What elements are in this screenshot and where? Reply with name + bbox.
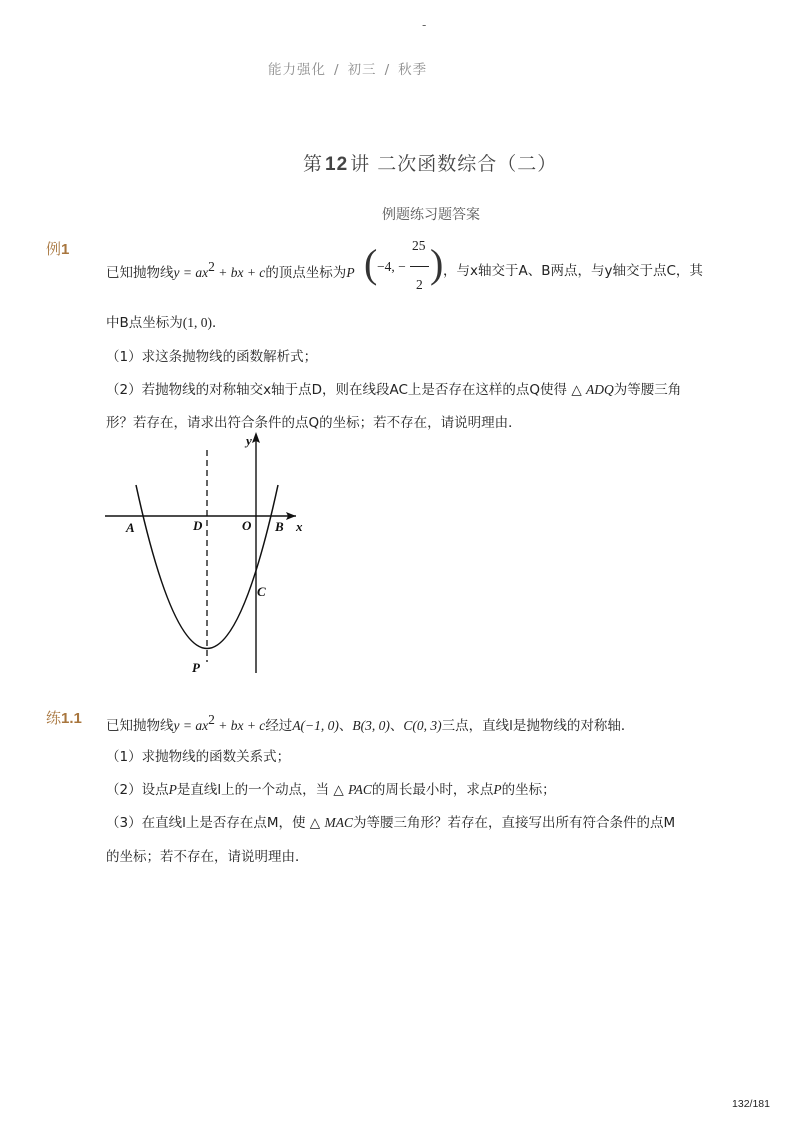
text: 三点，直线l是抛物线的对称轴． [441, 718, 635, 734]
text: （2）设点 [106, 782, 169, 798]
label-x: x [296, 519, 303, 534]
example-label [46, 238, 69, 259]
math: y = ax [173, 718, 209, 733]
label-num: 1 [61, 241, 70, 258]
section-subtitle: 例题练习题答案 [382, 207, 480, 223]
ex2-question-1: （1）求抛物线的函数关系式； [106, 749, 291, 765]
math: A(−1, 0) [292, 718, 339, 733]
ex1-line1-end: ，与x轴交于A、B两点，与y轴交于点C，其 [443, 263, 703, 279]
math: ADQ [586, 382, 614, 397]
math: B(3, 0) [352, 718, 390, 733]
math: y = ax [173, 265, 209, 280]
parabola-graph [100, 430, 320, 680]
label-num: 1.1 [61, 710, 82, 727]
paren-left: ( [364, 241, 378, 286]
text: 中B点坐标为 [106, 315, 183, 331]
text: 经过 [265, 718, 293, 734]
header-course: 能力强化 [268, 62, 326, 78]
paren-right: ) [430, 241, 444, 286]
exercise-label [46, 707, 82, 728]
text: 为等腰三角 [613, 382, 682, 398]
text: （2）若抛物线的对称轴交x轴于点D，则在线段AC上是否存在这样的点Q使得 △ [106, 382, 586, 398]
lecture-title [303, 149, 557, 176]
text: 已知抛物线 [106, 718, 174, 734]
page-header [268, 58, 427, 78]
math: + bx + c [214, 265, 266, 280]
math: P [168, 782, 177, 797]
fraction-numerator: 25 [412, 238, 426, 253]
text: 已知抛物线 [106, 265, 174, 281]
ex1-question-2-cont: 形？若存在，请求出符合条件的点Q的坐标；若不存在，请说明理由． [106, 415, 522, 431]
math-exponent: 2 [208, 712, 215, 727]
ex1-line2 [106, 311, 226, 331]
header-sep: / [334, 62, 340, 78]
text: 的坐标； [501, 782, 556, 798]
title-num: 12 [325, 154, 349, 175]
title-post: 讲 二次函数综合（二） [350, 153, 558, 175]
text: 的顶点坐标为 [265, 265, 347, 281]
vertex-x: −4, − [377, 259, 406, 274]
math: P [493, 782, 502, 797]
header-sep: / [384, 62, 391, 78]
text: 是直线l上的一个动点，当 △ [176, 782, 349, 798]
ex2-question-3 [106, 811, 675, 831]
math: PAC [348, 782, 372, 797]
math: (1, 0) [182, 315, 213, 330]
math: C(0, 3) [403, 718, 442, 733]
ex1-question-2 [106, 378, 681, 398]
label-A: A [126, 520, 135, 535]
label-P: P [192, 660, 200, 675]
ex2-question-2 [106, 778, 556, 798]
math-exponent: 2 [208, 259, 215, 274]
ex2-question-3-cont: 的坐标；若不存在，请说明理由． [106, 849, 309, 865]
label-y: y [246, 433, 252, 448]
label-B: B [275, 519, 284, 534]
text: 、 [338, 718, 353, 734]
ex1-line1 [106, 259, 355, 281]
label-pre: 练 [46, 709, 62, 727]
header-term: 秋季 [398, 62, 428, 78]
text: 为等腰三角形？若存在，直接写出所有符合条件的点M [352, 815, 676, 831]
top-mark: - [422, 18, 427, 32]
text: （3）在直线l上是否存在点M，使 △ [106, 815, 325, 831]
label-C: C [257, 584, 266, 599]
header-grade: 初三 [347, 62, 377, 78]
text: ． [212, 315, 226, 331]
math: MAC [324, 815, 353, 830]
label-pre: 例 [46, 240, 62, 258]
ex2-line1 [106, 712, 634, 734]
text: 的周长最小时，求点 [371, 782, 494, 798]
page-number: 132/181 [732, 1098, 770, 1110]
label-D: D [193, 518, 203, 533]
math: P [346, 265, 355, 280]
fraction-denominator: 2 [416, 277, 423, 292]
title-pre: 第 [303, 153, 324, 175]
ex1-question-1: （1）求这条抛物线的函数解析式； [106, 349, 318, 365]
label-O: O [242, 518, 252, 533]
math: + bx + c [214, 718, 266, 733]
text: 、 [389, 718, 404, 734]
fraction-bar [410, 266, 429, 267]
